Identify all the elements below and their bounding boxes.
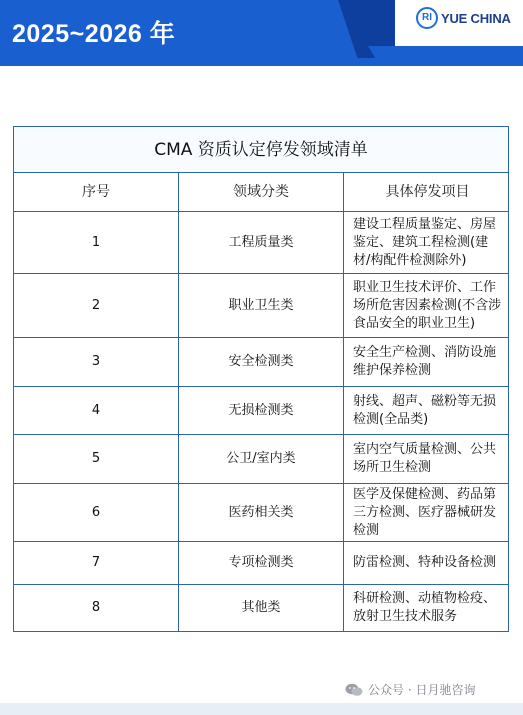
row-category: 职业卫生类: [179, 274, 344, 338]
column-header-category: 领域分类: [179, 173, 344, 212]
brand-logo: [416, 4, 511, 32]
row-category: 安全检测类: [179, 338, 344, 387]
row-items: 防雷检测、特种设备检测: [344, 542, 509, 585]
column-header-items: 具体停发项目: [344, 173, 509, 212]
row-number: 8: [14, 585, 179, 632]
cma-table-container: [13, 126, 509, 632]
bottom-band: [0, 703, 523, 715]
logo-text: YUE CHINA: [441, 10, 511, 26]
row-items: 医学及保健检测、药品第三方检测、医疗器械研发检测: [344, 484, 509, 542]
row-number: 2: [14, 274, 179, 338]
table-row: [14, 435, 509, 484]
row-items: 安全生产检测、消防设施维护保养检测: [344, 338, 509, 387]
row-items: 射线、超声、磁粉等无损检测(全品类): [344, 387, 509, 435]
table-row: [14, 387, 509, 435]
table-row: [14, 212, 509, 274]
row-number: 1: [14, 212, 179, 274]
row-items: 室内空气质量检测、公共场所卫生检测: [344, 435, 509, 484]
watermark: [345, 681, 475, 698]
table-header-row: [14, 173, 509, 212]
row-category: 医药相关类: [179, 484, 344, 542]
page-title: 2025~2026 年: [12, 20, 176, 48]
row-items: 建设工程质量鉴定、房屋鉴定、建筑工程检测(建材/构配件检测除外): [344, 212, 509, 274]
logo-mark-icon: RI: [416, 7, 438, 29]
row-number: 7: [14, 542, 179, 585]
row-category: 其他类: [179, 585, 344, 632]
wechat-icon: [345, 683, 363, 697]
row-number: 6: [14, 484, 179, 542]
column-header-no: 序号: [14, 173, 179, 212]
table-row: [14, 542, 509, 585]
row-number: 4: [14, 387, 179, 435]
row-items: 职业卫生技术评价、工作场所危害因素检测(不含涉食品安全的职业卫生): [344, 274, 509, 338]
table-row: [14, 274, 509, 338]
row-category: 无损检测类: [179, 387, 344, 435]
row-category: 公卫/室内类: [179, 435, 344, 484]
row-items: 科研检测、动植物检疫、放射卫生技术服务: [344, 585, 509, 632]
table-row: [14, 338, 509, 387]
watermark-text: 公众号 · 日月驰咨询: [368, 683, 476, 697]
row-category: 工程质量类: [179, 212, 344, 274]
row-category: 专项检测类: [179, 542, 344, 585]
header-banner: [0, 0, 523, 66]
table-caption: CMA 资质认定停发领域清单: [14, 127, 509, 173]
cma-table: [13, 126, 509, 632]
row-number: 5: [14, 435, 179, 484]
table-row: [14, 585, 509, 632]
row-number: 3: [14, 338, 179, 387]
table-row: [14, 484, 509, 542]
